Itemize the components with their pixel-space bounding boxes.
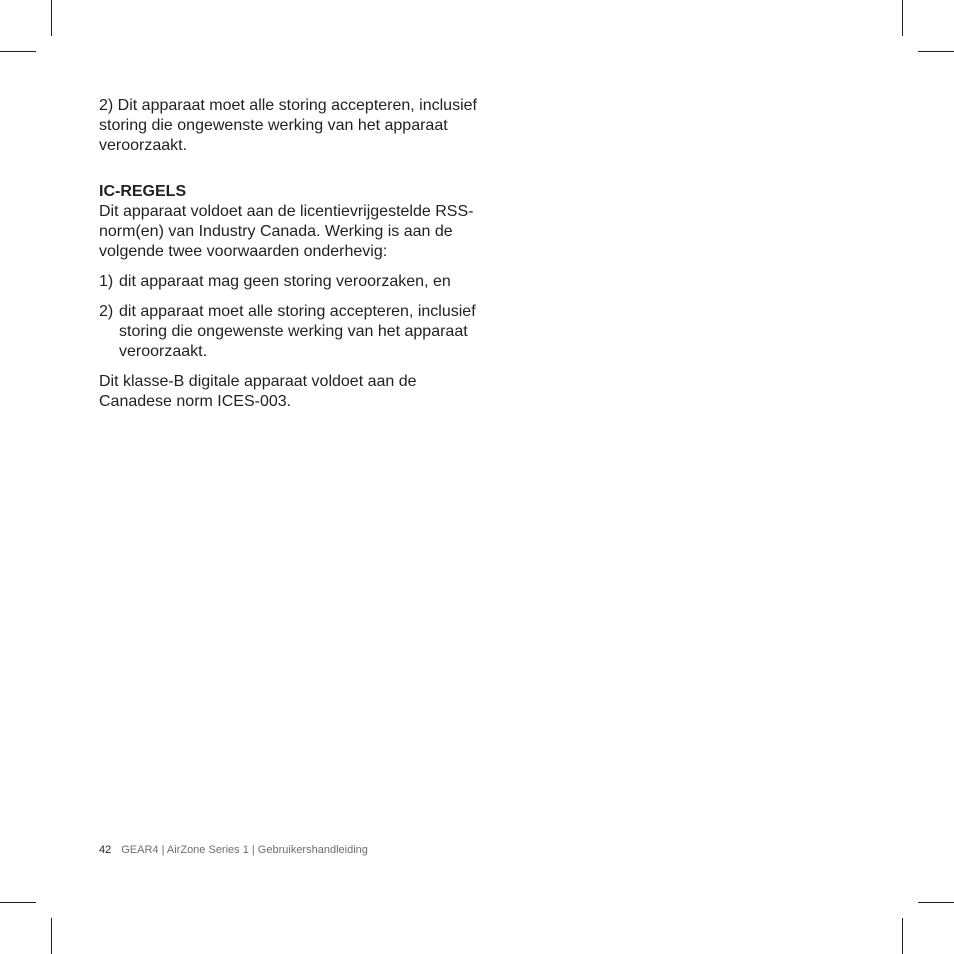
section-intro: Dit apparaat voldoet aan de licentievrijgestelde RSS-norm(en) van Industry Canada. Werking is aan de volgende twee voorwaarden onderhevig: [99, 203, 474, 260]
crop-mark-bottom-left-vertical [51, 918, 52, 954]
crop-mark-top-right-horizontal [918, 51, 954, 52]
page-number: 42 [99, 844, 112, 856]
crop-mark-bottom-right-horizontal [918, 902, 954, 903]
top-paragraph: 2) Dit apparaat moet alle storing accepteren, inclusief storing die ongewenste werking van het apparaat veroorzaakt. [99, 97, 477, 154]
crop-mark-top-left-horizontal [0, 51, 36, 52]
closing-paragraph: Dit klasse-B digitale apparaat voldoet aan de Canadese norm ICES-003. [99, 373, 417, 410]
list-item-text: dit apparaat moet alle storing accepteren, inclusief storing die ongewenste werking van het apparaat veroorzaakt. [119, 303, 476, 360]
crop-mark-bottom-right-vertical [902, 918, 903, 954]
ic-regulations-section [99, 182, 479, 412]
running-title: GEAR4 | AirZone Series 1 | Gebruikershandleiding [121, 844, 368, 856]
crop-mark-top-right-vertical [902, 0, 903, 36]
list-item-text: dit apparaat mag geen storing veroorzaken, en [119, 273, 451, 290]
section-heading: IC-REGELS [99, 183, 187, 200]
page-footer [99, 843, 368, 857]
list-item-number: 1) [99, 273, 114, 290]
crop-mark-bottom-left-horizontal [0, 902, 36, 903]
list-item [99, 302, 479, 362]
list-item [99, 272, 479, 292]
crop-mark-top-left-vertical [51, 0, 52, 36]
page-content [99, 96, 479, 412]
list-item-number: 2) [99, 303, 114, 320]
